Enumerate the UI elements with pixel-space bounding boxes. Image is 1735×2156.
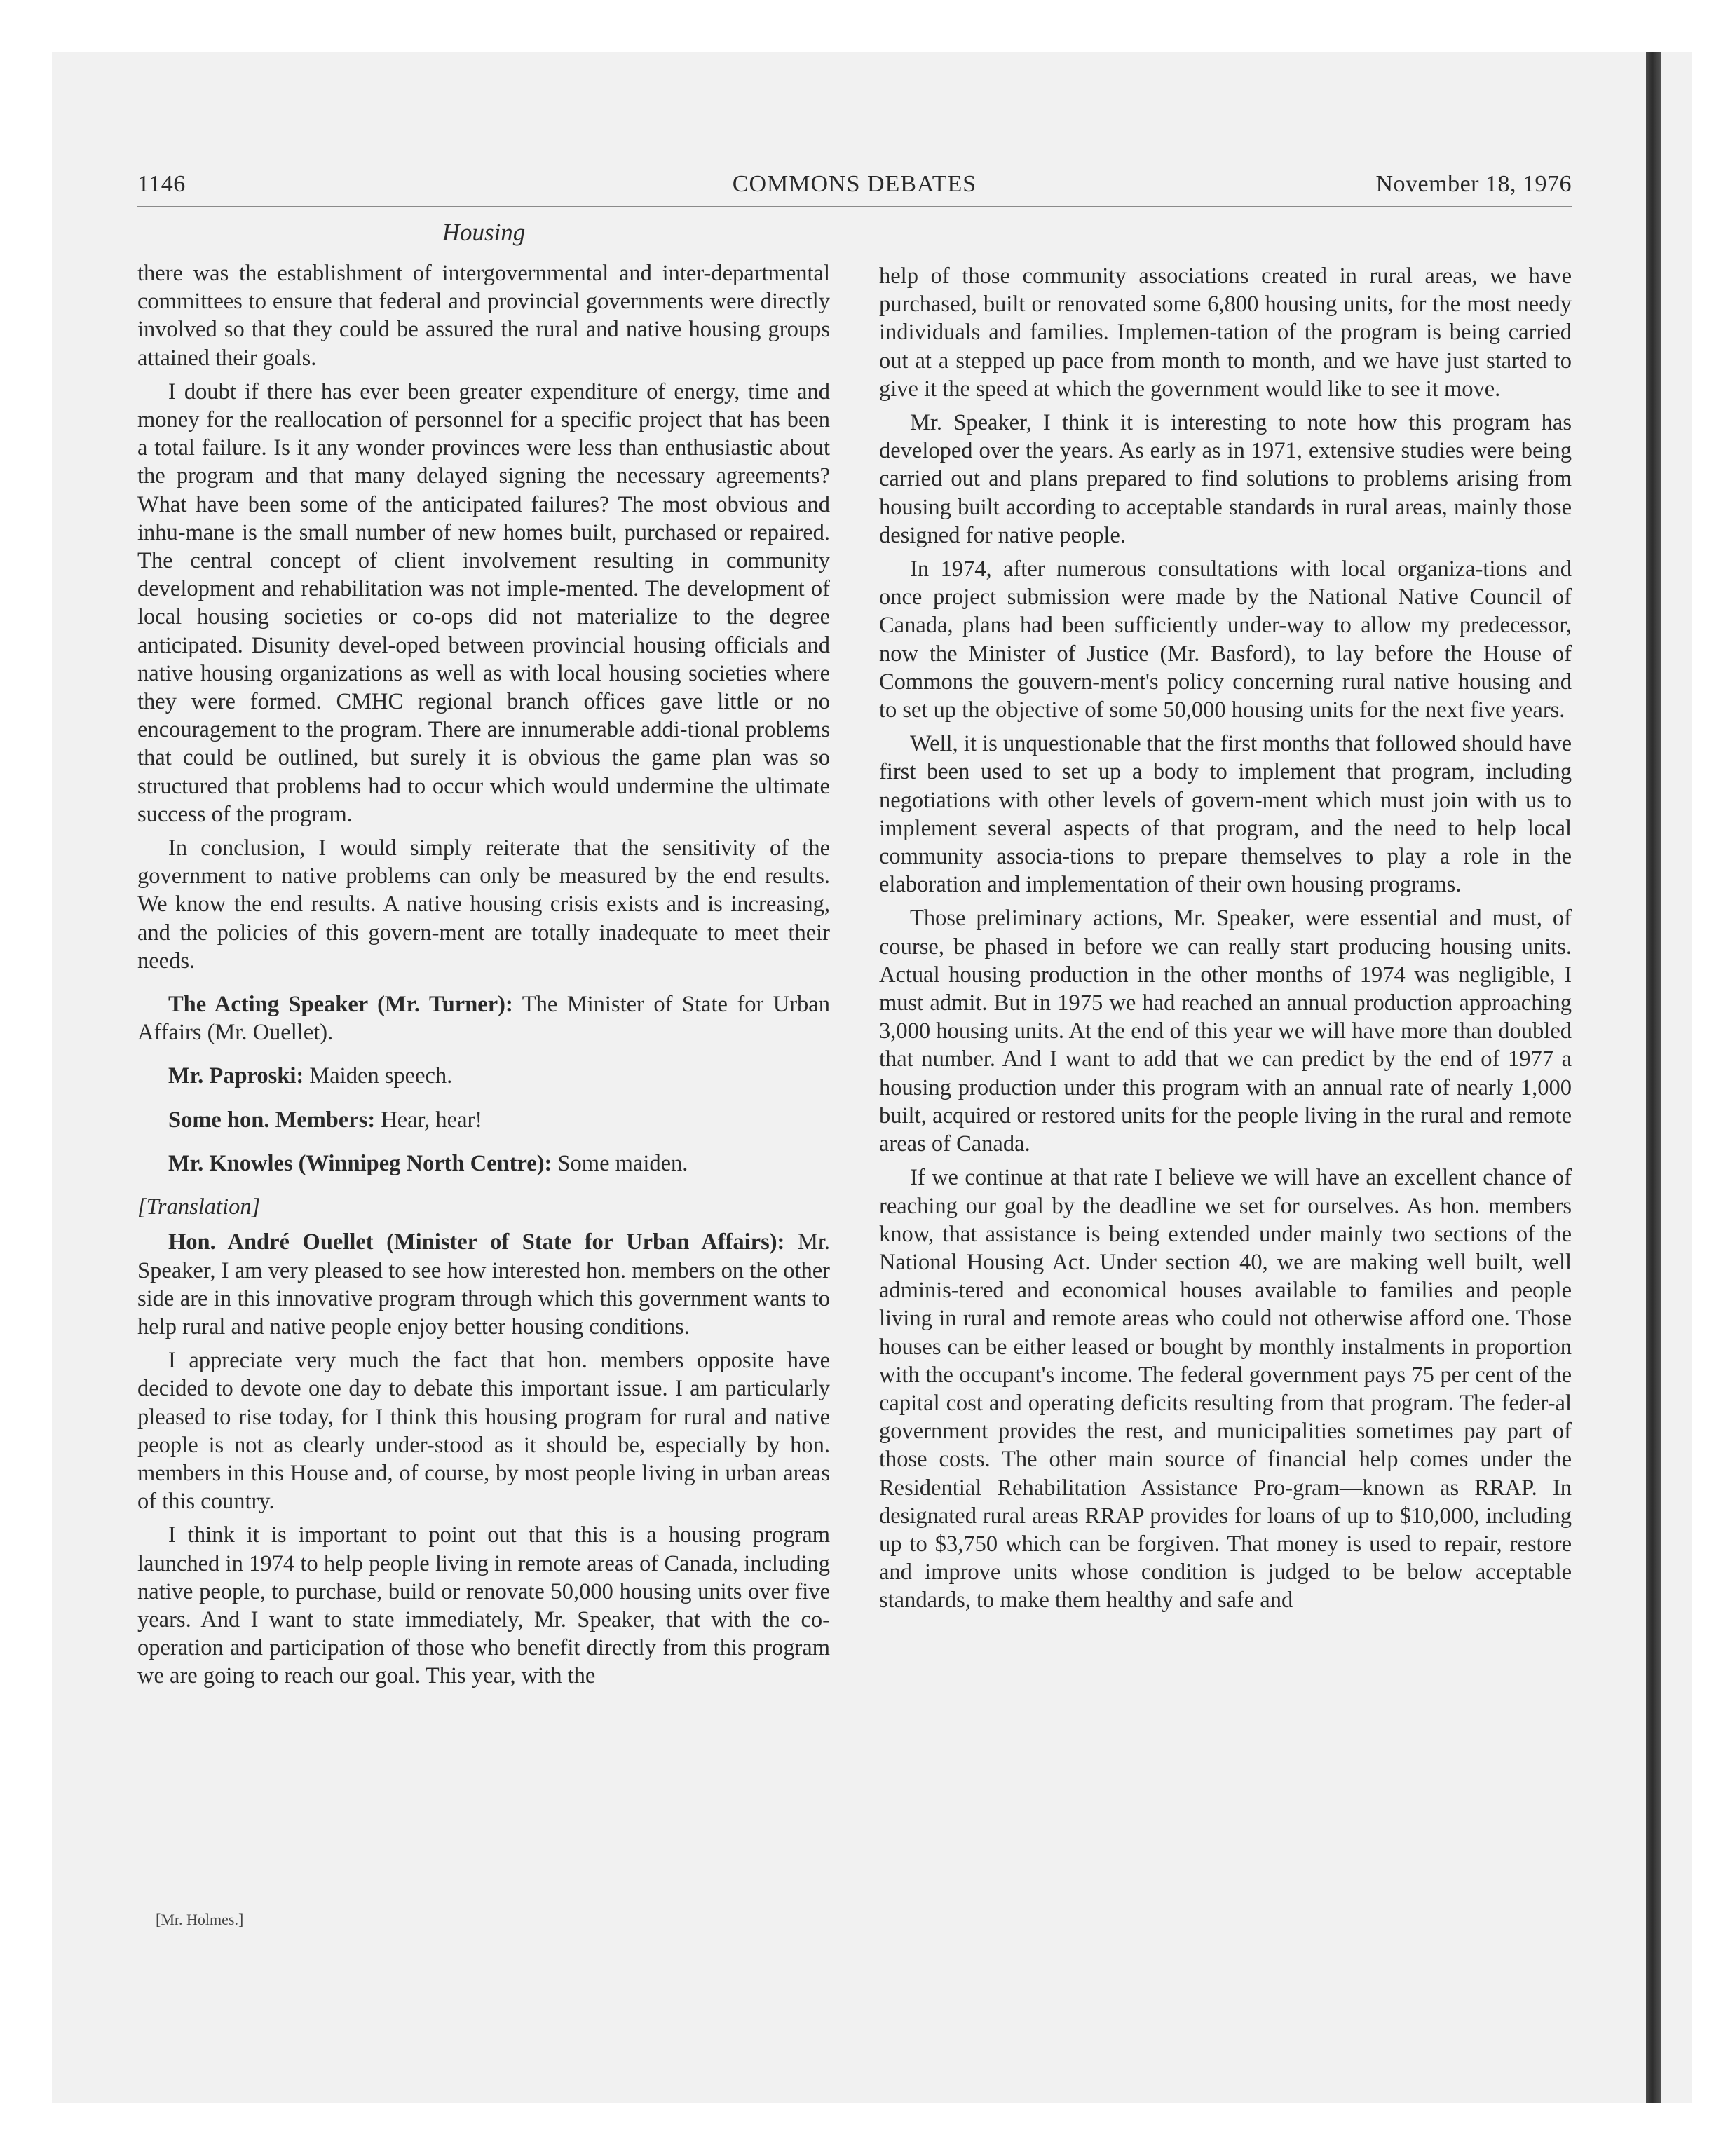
page-header bbox=[137, 167, 1572, 207]
speech-text: Some maiden. bbox=[557, 1150, 688, 1176]
speech-text: Mr. Speaker, I am very pleased to see how interested hon. members on the other side are in this innovative program through which this government wants to help rural and native people enjoy better housing conditions. bbox=[137, 1229, 831, 1339]
scan-edge-strip bbox=[1646, 52, 1661, 2103]
speech-entry bbox=[137, 1228, 830, 1341]
paragraph: Those preliminary actions, Mr. Speaker, were essential and must, of course, be phased in before we can really start producing housing units. Actual housing production in the other months of 1974 was negligible, I must admit. But in 1975 we had reached an annual production approaching 3,000 housing units. At the end of this year we will have more than doubled that number. And I want to add that we can predict by the end of 1977 a housing production under this program with an annual rate of nearly 1,000 built, acquired or restored units for the people living in the rural and remote areas of Canada. bbox=[879, 906, 1572, 1157]
paragraph: I think it is important to point out that this is a housing program launched in 1974 to help people living in remote areas of Canada, including native people, to purchase, build or renovate 50,000 housing units over five years. And I want to state immediately, Mr. Speaker, that with the co-operation and participation of those who benefit directly from this program we are going to reach our goal. This year, with the bbox=[137, 1522, 830, 1689]
paragraph: there was the establishment of intergovernmental and inter-departmental committees to ensure that federal and provincial governments were directly involved so that they could be assured the rural and native housing groups attained their goals. bbox=[137, 261, 830, 371]
page-number: 1146 bbox=[137, 171, 186, 197]
publication-title: COMMONS DEBATES bbox=[732, 171, 977, 197]
right-column bbox=[879, 262, 1572, 1621]
speaker-name: Mr. Paproski: bbox=[168, 1063, 304, 1089]
speaker-name: The Acting Speaker (Mr. Turner): bbox=[168, 992, 513, 1018]
speaker-name: Hon. André Ouellet (Minister of State for Urban Affairs): bbox=[168, 1229, 785, 1255]
speech-text: Maiden speech. bbox=[309, 1063, 453, 1089]
speech-entry bbox=[137, 1106, 830, 1134]
paragraph: I doubt if there has ever been greater expenditure of energy, time and money for the reallocation of personnel for a specific project that has been a total failure. Is it any wonder provinces were less than enthusiastic about the program and that many delayed signing the necessary agreements? What have been some of the anticipated failures? The most obvious and inhu-mane is the small number of new homes built, purchased or repaired. The central concept of client involvement resulting in community development and rehabilitation was not imple-mented. The development of local housing societies or co-ops did not materialize to the degree anticipated. Disunity devel-oped between provincial housing officials and native housing organizations as well as with local housing societies where they were formed. CMHC regional branch offices gave little or no encouragement to the program. There are innumerable addi-tional problems that could be outlined, but surely it is obvious the game plan was so structured that problems had to occur which would undermine the ultimate success of the program. bbox=[137, 378, 830, 827]
left-column bbox=[137, 259, 830, 1696]
paragraph: I appreciate very much the fact that hon. members opposite have decided to devote one day to debate this important issue. I am particularly pleased to rise today, for I think this housing program for rural and native people is not as clearly under-stood as it should be, especially by hon. members in this House and, of course, by most people living in urban areas of this country. bbox=[137, 1348, 830, 1515]
publication-date: November 18, 1976 bbox=[1375, 171, 1572, 197]
paragraph: Well, it is unquestionable that the first months that followed should have first been used to set up a body to implement that program, including negotiations with other levels of govern-ment which must join with us to implement several aspects of that program, and the need to help local community associa-tions to prepare themselves to play a role in the elaboration and implementation of their own housing programs. bbox=[879, 731, 1572, 898]
paragraph: In 1974, after numerous consultations with local organiza-tions and once project submission were made by the National Native Council of Canada, plans had been sufficiently under-way to allow my predecessor, now the Minister of Justice (Mr. Basford), to lay before the House of Commons the gouvern-ment's policy concerning rural native housing and to set up the objective of some 50,000 housing units for the next five years. bbox=[879, 557, 1572, 723]
speech-entry bbox=[137, 1062, 830, 1090]
paragraph: If we continue at that rate I believe we will have an excellent chance of reaching our goal by the deadline we set for ourselves. As hon. members know, that assistance is being extended under mainly two sections of the National Housing Act. Under section 40, we are making well built, well adminis-tered and economical houses available to families and people living in rural and remote areas who could not otherwise afford one. Those houses can be either leased or bought by monthly instalments in proportion with the occupant's income. The federal government pays 75 per cent of the capital cost and operating deficits resulting from that program. The feder-al government provides the rest, and municipalities sometimes pay part of those costs. The other main source of financial help comes under the Residential Rehabilitation Assistance Pro-gram—known as RRAP. In designated rural areas RRAP provides for loans of up to $10,000, including up to $3,750 which can be forgiven. That money is used to repair, restore and improve units whose condition is judged to be below acceptable standards, to make them healthy and safe and bbox=[879, 1165, 1572, 1613]
speaker-name: Some hon. Members: bbox=[168, 1107, 376, 1133]
section-title: Housing bbox=[442, 219, 526, 246]
paragraph: help of those community associations created in rural areas, we have purchased, built or renovated some 6,800 housing units, for the most needy individuals and families. Implemen-tation of the program is being carried out at a stepped up pace from month to month, and we have just started to give it the speed at which the government would like to see it move. bbox=[879, 264, 1572, 402]
translation-marker: [Translation] bbox=[137, 1194, 261, 1220]
speech-entry bbox=[137, 990, 830, 1046]
footer-speaker-note: [Mr. Holmes.] bbox=[156, 1911, 244, 1928]
speaker-name: Mr. Knowles (Winnipeg North Centre): bbox=[168, 1150, 552, 1176]
speech-entry bbox=[137, 1149, 830, 1178]
paragraph: In conclusion, I would simply reiterate that the sensitivity of the government to native problems can only be measured by the end results. We know the end results. A native housing crisis exists and is increasing, and the policies of this govern-ment are totally inadequate to meet their needs. bbox=[137, 835, 830, 974]
speech-text: The Minister of State for Urban Affairs (Mr. Ouellet). bbox=[137, 992, 830, 1046]
paragraph: Mr. Speaker, I think it is interesting to note how this program has developed over the years. As early as in 1971, extensive studies were being carried out and plans prepared to find solutions to problems arising from housing built according to acceptable standards in rural areas, mainly those designed for native people. bbox=[879, 410, 1572, 548]
speech-text: Hear, hear! bbox=[381, 1107, 483, 1133]
